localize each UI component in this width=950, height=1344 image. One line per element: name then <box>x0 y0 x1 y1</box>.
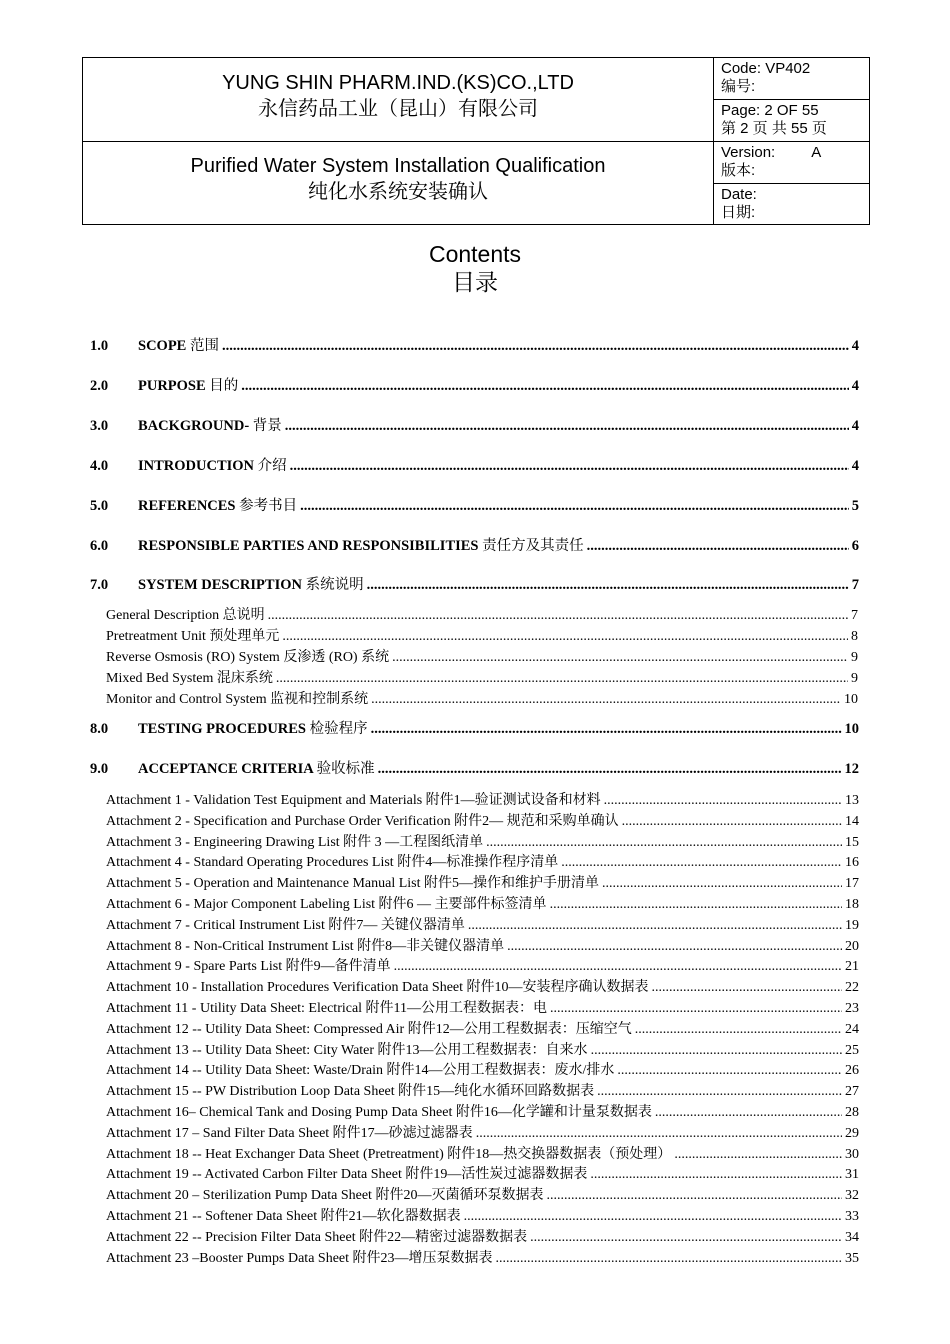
toc-entry-title <box>138 374 238 395</box>
toc-entry-title <box>138 573 364 594</box>
toc-entry-title-zh: 系统说明 <box>305 577 364 593</box>
toc-sub-entry-title: Attachment 5 - Operation and Maintenance Manual List 附件5—操作和维护手册清单 <box>106 876 600 891</box>
toc-sub-entry-title: Pretreatment Unit 预处理单元 <box>106 629 280 644</box>
toc-sub-entry-title: Attachment 3 - Engineering Drawing List 附件 3 —工程图纸清单 <box>106 835 484 850</box>
toc-sub-entry-page: 16 <box>845 855 859 870</box>
toc-sub-entry[interactable] <box>106 1247 859 1267</box>
toc-sub-entry[interactable] <box>106 667 858 687</box>
toc-sub-entry-title: Attachment 12 -- Utility Data Sheet: Compressed Air 附件12—公用工程数据表：压缩空气 <box>106 1022 632 1037</box>
code-label-zh: 编号: <box>721 78 756 95</box>
toc-sub-entry-title: Attachment 17 – Sand Filter Data Sheet 附件17—砂滤过滤器表 <box>106 1126 473 1141</box>
page-label-zh: 第 2 页 共 55 页 <box>721 120 827 137</box>
version-value: A <box>811 144 822 161</box>
toc-sub-entry[interactable] <box>106 1122 859 1142</box>
toc-leader-dots <box>378 761 842 778</box>
company-cell <box>83 58 714 142</box>
toc-sub-entry-page: 28 <box>845 1105 859 1120</box>
toc-sub-entry[interactable] <box>106 1101 859 1121</box>
toc-leader-dots <box>290 458 849 475</box>
toc-leader-dots <box>617 1063 842 1079</box>
version-label: Version: <box>721 144 776 161</box>
toc-sub-entry-title: Attachment 6 - Major Component Labeling List 附件6 — 主要部件标签清单 <box>106 897 547 912</box>
toc-sub-entry-title: Reverse Osmosis (RO) System 反渗透 (RO) 系统 <box>106 650 390 665</box>
toc-entry-title-en: REFERENCES <box>138 498 236 514</box>
toc-sub-entry-title: Attachment 13 -- Utility Data Sheet: City Water 附件13—公用工程数据表：自来水 <box>106 1043 588 1058</box>
toc-sub-entry-page: 13 <box>845 793 859 808</box>
toc-sub-entry-title: Attachment 15 -- PW Distribution Loop Data Sheet 附件15—纯化水循环回路数据表 <box>106 1084 595 1099</box>
toc-entry[interactable] <box>90 534 859 555</box>
toc-sub-entry[interactable] <box>106 604 858 624</box>
toc-sub-entry-page: 8 <box>851 629 858 644</box>
doc-title-zh: 纯化水系统安装确认 <box>308 181 488 203</box>
toc-entry-title <box>138 334 219 355</box>
toc-sub-entry-title: Attachment 14 -- Utility Data Sheet: Waste/Drain 附件14—公用工程数据表：废水/排水 <box>106 1063 615 1078</box>
toc-entry-title-zh: 检验程序 <box>309 721 368 737</box>
version-label-zh: 版本: <box>721 162 756 179</box>
version-cell <box>714 142 869 184</box>
toc-sub-entry-page: 30 <box>845 1147 859 1162</box>
toc-entry-number: 5.0 <box>90 498 109 514</box>
toc-entry-title-zh: 验收标准 <box>316 761 375 777</box>
toc-sub-entry-page: 20 <box>845 939 859 954</box>
toc-sub-entry-title: Attachment 10 - Installation Procedures Verification Data Sheet 附件10—安装程序确认数据表 <box>106 980 649 995</box>
toc-entry[interactable] <box>90 414 859 435</box>
toc-sub-entry[interactable] <box>106 955 859 975</box>
toc-sub-entry-title: Attachment 18 -- Heat Exchanger Data Sheet (Pretreatment) 附件18—热交换器数据表（预处理） <box>106 1147 672 1162</box>
toc-leader-dots <box>530 1230 842 1246</box>
doc-title-en: Purified Water System Installation Qualification <box>190 155 606 177</box>
toc-sub-entry[interactable] <box>106 831 859 851</box>
toc-sub-entry[interactable] <box>106 1018 859 1038</box>
toc-leader-dots <box>392 650 848 666</box>
toc-sub-entry-page: 18 <box>845 897 859 912</box>
toc-sub-entry-page: 25 <box>845 1043 859 1058</box>
toc-leader-dots <box>674 1147 842 1163</box>
toc-leader-dots <box>486 835 842 851</box>
toc-entry-page: 10 <box>844 721 859 737</box>
toc-entry-title-zh: 目的 <box>209 378 239 394</box>
toc-sub-entry-title: General Description 总说明 <box>106 608 265 623</box>
toc-entry-title-en: SYSTEM DESCRIPTION <box>138 577 302 593</box>
toc-sub-entry[interactable] <box>106 997 859 1017</box>
toc-sub-entry[interactable] <box>106 935 859 955</box>
toc-leader-dots <box>602 876 842 892</box>
toc-leader-dots <box>282 629 848 645</box>
toc-sub-entry[interactable] <box>106 646 858 666</box>
toc-sub-entry-title: Attachment 22 -- Precision Filter Data Sheet 附件22—精密过滤器数据表 <box>106 1230 528 1245</box>
toc-entry-page: 4 <box>851 458 859 474</box>
page-cell <box>714 100 869 142</box>
toc-leader-dots <box>590 1167 842 1183</box>
toc-entry-number: 9.0 <box>90 761 109 777</box>
toc-leader-dots <box>550 897 842 913</box>
toc-leader-dots <box>622 814 842 830</box>
toc-sub-entry[interactable] <box>106 851 859 871</box>
toc-entry-page: 12 <box>844 761 859 777</box>
toc-entry[interactable] <box>90 334 859 355</box>
toc-sub-entry-page: 31 <box>845 1167 859 1182</box>
toc-sub-entry-page: 35 <box>845 1251 859 1266</box>
toc-leader-dots <box>371 721 842 738</box>
toc-leader-dots <box>587 538 849 555</box>
toc-sub-entry[interactable] <box>106 810 859 830</box>
toc-leader-dots <box>241 378 848 395</box>
toc-sub-entry-page: 10 <box>844 692 858 707</box>
toc-sub-entry-page: 21 <box>845 959 859 974</box>
toc-sub-entry-page: 27 <box>845 1084 859 1099</box>
toc-entry-title-en: RESPONSIBLE PARTIES AND RESPONSIBILITIES <box>138 538 479 554</box>
toc-entry[interactable] <box>90 573 859 594</box>
toc-sub-entry-title: Attachment 4 - Standard Operating Procedures List 附件4—标准操作程序清单 <box>106 855 559 870</box>
toc-sub-entry-page: 23 <box>845 1001 859 1016</box>
toc-sub-entry[interactable] <box>106 1184 859 1204</box>
toc-entry-page: 4 <box>851 418 859 434</box>
toc-sub-entry-title: Mixed Bed System 混床系统 <box>106 671 273 686</box>
toc-leader-dots <box>394 959 842 975</box>
toc-entry-number: 6.0 <box>90 538 109 554</box>
toc-sub-entry[interactable] <box>106 914 859 934</box>
toc-entry-title-en: SCOPE <box>138 338 187 354</box>
toc-sub-entry-title: Attachment 19 -- Activated Carbon Filter Data Sheet 附件19—活性炭过滤器数据表 <box>106 1167 588 1182</box>
toc-entry[interactable] <box>90 494 859 515</box>
toc-sub-entry-title: Attachment 21 -- Softener Data Sheet 附件21—软化器数据表 <box>106 1209 461 1224</box>
toc-sub-entry-page: 24 <box>845 1022 859 1037</box>
toc-leader-dots <box>276 671 848 687</box>
date-label-zh: 日期: <box>721 204 756 221</box>
toc-sub-entry-title: Attachment 16– Chemical Tank and Dosing Pump Data Sheet 附件16—化学罐和计量泵数据表 <box>106 1105 652 1120</box>
toc-entry-title-en: ACCEPTANCE CRITERIA <box>138 761 313 777</box>
toc-sub-entry-title: Monitor and Control System 监视和控制系统 <box>106 692 369 707</box>
toc-entry-title-zh: 介绍 <box>257 458 287 474</box>
toc-entry-title-en: PURPOSE <box>138 378 206 394</box>
toc-leader-dots <box>268 608 848 624</box>
toc-sub-entry[interactable] <box>106 1226 859 1246</box>
toc-leader-dots <box>464 1209 842 1225</box>
page-label: Page: 2 OF 55 <box>721 102 819 119</box>
toc-leader-dots <box>655 1105 842 1121</box>
toc-sub-entry-title: Attachment 1 - Validation Test Equipment and Materials 附件1—验证测试设备和材料 <box>106 793 601 808</box>
toc-leader-dots <box>604 793 842 809</box>
toc-sub-entry-title: Attachment 23 –Booster Pumps Data Sheet 附件23—增压泵数据表 <box>106 1251 493 1266</box>
toc-leader-dots <box>476 1126 842 1142</box>
toc-entry-title-en: INTRODUCTION <box>138 458 255 474</box>
toc-sub-entry-page: 29 <box>845 1126 859 1141</box>
toc-entry[interactable] <box>90 757 859 778</box>
toc-entry-number: 2.0 <box>90 378 109 394</box>
date-cell <box>714 184 869 225</box>
toc-entry-title <box>138 414 282 435</box>
toc-sub-entry-title: Attachment 7 - Critical Instrument List 附件7— 关键仪器清单 <box>106 918 465 933</box>
toc-sub-entry[interactable] <box>106 789 859 809</box>
code-label: Code: VP402 <box>721 60 811 77</box>
toc-entry-number: 7.0 <box>90 577 109 593</box>
toc-leader-dots <box>285 418 849 435</box>
toc-sub-entry-page: 22 <box>845 980 859 995</box>
toc-entry-number: 1.0 <box>90 338 109 354</box>
toc-sub-entry-page: 19 <box>845 918 859 933</box>
toc-leader-dots <box>591 1043 842 1059</box>
toc-leader-dots <box>635 1022 842 1038</box>
toc-leader-dots <box>496 1251 842 1267</box>
toc-entry-number: 3.0 <box>90 418 109 434</box>
toc-entry-title <box>138 494 297 515</box>
toc-entry-title-en: TESTING PROCEDURES <box>138 721 306 737</box>
toc-sub-entry[interactable] <box>106 688 858 708</box>
toc-entry-title-zh: 背景 <box>252 418 282 434</box>
document-header <box>82 57 870 225</box>
date-label: Date: <box>721 186 757 203</box>
contents-title-zh: 目录 <box>452 269 498 295</box>
toc-entry-title-zh: 范围 <box>189 338 219 354</box>
toc-sub-entry-page: 17 <box>845 876 859 891</box>
toc-sub-entry-page: 15 <box>845 835 859 850</box>
toc-sub-entry[interactable] <box>106 1039 859 1059</box>
toc-entry[interactable] <box>90 374 859 395</box>
toc-leader-dots <box>561 855 842 871</box>
toc-sub-entry[interactable] <box>106 976 859 996</box>
toc-sub-entry-page: 34 <box>845 1230 859 1245</box>
toc-entry-page: 4 <box>851 378 859 394</box>
toc-sub-entry[interactable] <box>106 1143 859 1163</box>
toc-sub-entry-title: Attachment 9 - Spare Parts List 附件9—备件清单 <box>106 959 391 974</box>
toc-sub-entry-page: 33 <box>845 1209 859 1224</box>
toc-entry-number: 4.0 <box>90 458 109 474</box>
toc-leader-dots <box>597 1084 842 1100</box>
toc-leader-dots <box>468 918 842 934</box>
toc-sub-entry-title: Attachment 8 - Non-Critical Instrument List 附件8—非关键仪器清单 <box>106 939 505 954</box>
toc-sub-entry-page: 26 <box>845 1063 859 1078</box>
toc-sub-entry[interactable] <box>106 893 859 913</box>
code-cell <box>714 58 869 100</box>
toc-entry-page: 5 <box>851 498 859 514</box>
toc-entry-page: 4 <box>851 338 859 354</box>
toc-leader-dots <box>507 939 842 955</box>
toc-entry[interactable] <box>90 717 859 738</box>
toc-entry-title-en: BACKGROUND- <box>138 418 250 434</box>
toc-entry-title-zh: 责任方及其责任 <box>482 538 584 554</box>
toc-entry-page: 6 <box>851 538 859 554</box>
toc-leader-dots <box>546 1188 842 1204</box>
toc-sub-entry-page: 9 <box>851 671 858 686</box>
toc-entry-title-zh: 参考书目 <box>239 498 298 514</box>
toc-entry-number: 8.0 <box>90 721 109 737</box>
toc-sub-entry-page: 7 <box>851 608 858 623</box>
toc-sub-entry-title: Attachment 11 - Utility Data Sheet: Electrical 附件11—公用工程数据表：电 <box>106 1001 548 1016</box>
doc-title-cell <box>83 142 714 225</box>
toc-leader-dots <box>367 577 849 594</box>
toc-sub-entry-title: Attachment 2 - Specification and Purchase Order Verification 附件2— 规范和采购单确认 <box>106 814 619 829</box>
toc-sub-entry-page: 14 <box>845 814 859 829</box>
company-name-en: YUNG SHIN PHARM.IND.(KS)CO.,LTD <box>222 72 574 94</box>
toc-entry-title <box>138 757 375 778</box>
toc-leader-dots <box>652 980 842 996</box>
contents-title-en: Contents <box>428 241 522 267</box>
toc-entry-title <box>138 717 368 738</box>
toc-entry-page: 7 <box>851 577 859 593</box>
company-name-zh: 永信药品工业（昆山）有限公司 <box>258 98 538 120</box>
toc-sub-entry-page: 9 <box>851 650 858 665</box>
toc-sub-entry[interactable] <box>106 1205 859 1225</box>
toc-leader-dots <box>300 498 849 515</box>
toc-leader-dots <box>371 692 841 708</box>
toc-leader-dots <box>222 338 849 355</box>
toc-sub-entry-page: 32 <box>845 1188 859 1203</box>
toc-entry[interactable] <box>90 454 859 475</box>
toc-entry-title <box>138 534 584 555</box>
toc-entry-title <box>138 454 287 475</box>
toc-sub-entry[interactable] <box>106 625 858 645</box>
toc-sub-entry-title: Attachment 20 – Sterilization Pump Data Sheet 附件20—灭菌循环泵数据表 <box>106 1188 544 1203</box>
toc-leader-dots <box>550 1001 842 1017</box>
toc-sub-entry[interactable] <box>106 1059 859 1079</box>
toc-sub-entry[interactable] <box>106 872 859 892</box>
toc-sub-entry[interactable] <box>106 1080 859 1100</box>
toc-sub-entry[interactable] <box>106 1163 859 1183</box>
